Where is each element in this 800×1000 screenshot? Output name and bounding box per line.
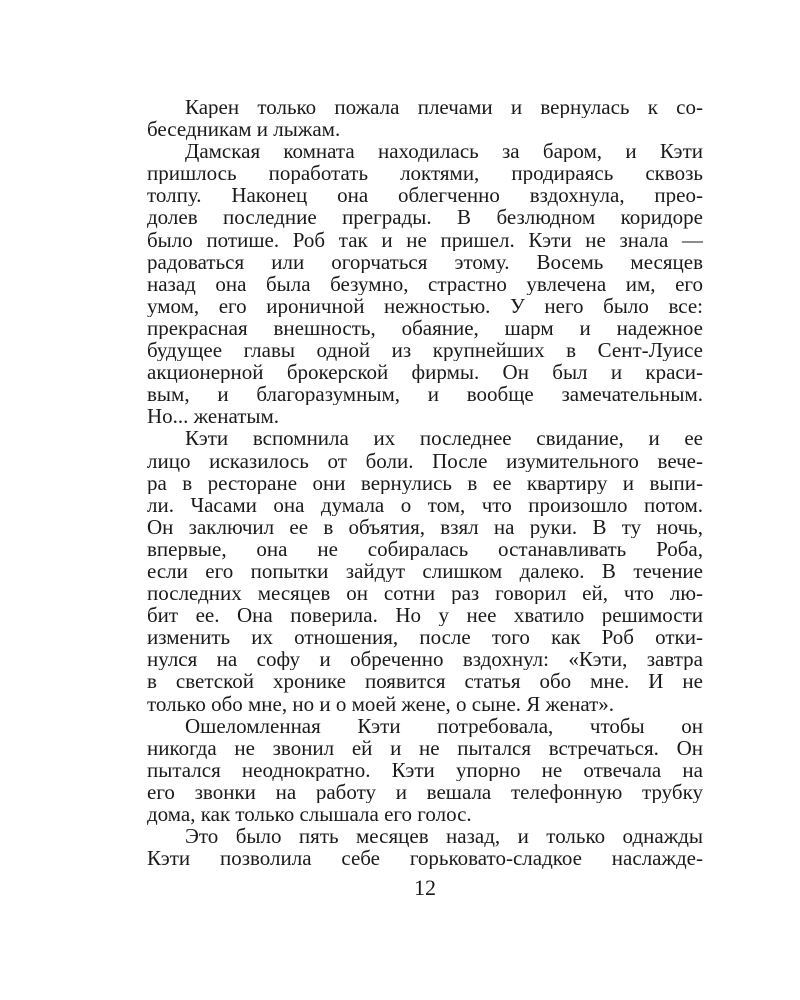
text-line: вым, и благоразумным, и вообще замечательным. [147, 383, 703, 406]
text-line: изменить их отношения, после того как Роб отки- [147, 626, 703, 649]
paragraph [147, 140, 703, 427]
body-text [147, 96, 703, 869]
text-line: пытался неоднократно. Кэти упорно не отвечала на [147, 758, 703, 781]
paragraph [147, 427, 703, 714]
text-line: Это было пять месяцев назад, и только однажды [185, 825, 703, 848]
text-line: было потише. Роб так и не пришел. Кэти не знала — [147, 228, 703, 251]
text-line: нулся на софу и обреченно вздохнул: «Кэти, завтра [147, 648, 703, 671]
text-line: пришлось поработать локтями, продираясь сквозь [147, 162, 703, 185]
text-line: Карен только пожала плечами и вернулась к со- [185, 96, 703, 119]
text-line: впервые, она не собиралась останавливать Роба, [147, 537, 703, 560]
text-line: последних месяцев он сотни раз говорил ей, что лю- [147, 582, 703, 605]
text-line: в светской хронике появится статья обо мне. И не [147, 670, 703, 693]
text-line: долев последние преграды. В безлюдном коридоре [147, 206, 703, 229]
text-line: Кэти вспомнила их последнее свидание, и ее [185, 427, 703, 450]
text-line: назад она была безумно, страстно увлечена им, его [147, 272, 703, 295]
text-line: Кэти позволила себе горьковато-сладкое наслажде- [147, 847, 703, 870]
text-line: бит ее. Она поверила. Но у нее хватило решимости [147, 604, 703, 627]
text-line: толпу. Наконец она облегченно вздохнула, прео- [147, 184, 703, 207]
text-line: акционерной брокерской фирмы. Он был и краси- [147, 361, 703, 384]
text-line: беседникам и лыжам. [147, 118, 341, 141]
text-line: Дамская комната находилась за баром, и Кэти [185, 140, 703, 163]
text-line: радоваться или огорчаться этому. Восемь месяцев [147, 250, 703, 273]
book-page [147, 96, 703, 916]
text-line: его звонки на работу и вешала телефонную трубку [147, 780, 703, 803]
text-line: ли. Часами она думала о том, что произошло потом. [147, 493, 703, 516]
text-line: никогда не звонил ей и не пытался встречаться. Он [147, 736, 703, 759]
text-line: Он заключил ее в объятия, взял на руки. В ту ночь, [147, 515, 703, 538]
text-line: Ошеломленная Кэти потребовала, чтобы он [185, 714, 703, 737]
text-line: только обо мне, но и о моей жене, о сыне. Я женат». [147, 692, 615, 715]
paragraph [147, 715, 703, 825]
text-line: Но... женатым. [147, 405, 280, 428]
page-number: 12 [414, 875, 436, 900]
text-line: прекрасная внешность, обаяние, шарм и надежное [147, 316, 703, 340]
text-line: дома, как только слышала его голос. [147, 803, 472, 826]
text-line: если его попытки зайдут слишком далеко. В течение [147, 559, 703, 583]
text-line: ра в ресторане они вернулись в ее квартиру и выпи- [147, 471, 703, 494]
paragraph [147, 96, 703, 140]
paragraph [147, 825, 703, 869]
text-line: умом, его ироничной нежностью. У него было все: [147, 294, 703, 317]
text-line: лицо исказилось от боли. После изумительного вече- [147, 449, 703, 472]
text-line: будущее главы одной из крупнейших в Сент-Луисе [147, 339, 703, 362]
